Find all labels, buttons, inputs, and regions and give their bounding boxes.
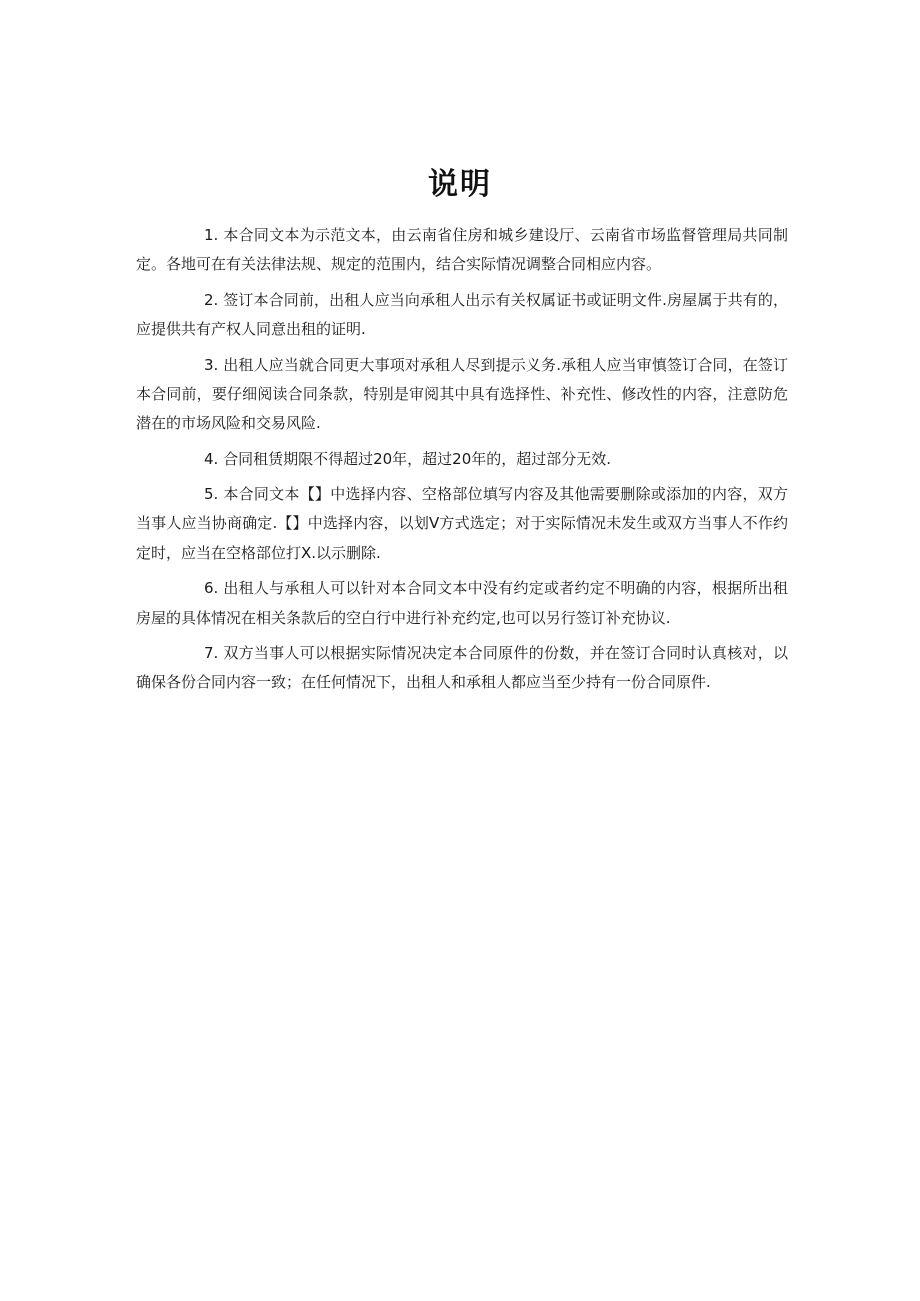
instruction-text: . 签订本合同前，出租人应当向承租人出示有关权属证书或证明文件.房屋属于共有的，应提供共有产权人同意出租的证明.: [136, 290, 788, 339]
instruction-number: 1: [204, 226, 214, 244]
instruction-item-3: [136, 351, 788, 439]
instruction-text: . 出租人与承租人可以针对本合同文本中没有约定或者约定不明确的内容，根据所出租房屋的具体情况在相关条款后的空白行中进行补充约定,也可以另行签订补充协议.: [136, 579, 788, 627]
instruction-text: . 双方当事人可以根据实际情况决定本合同原件的份数，并在签订合同时认真核对，以确保各份合同内容一致；在任何情况下，出租人和承租人都应当至少持有一份合同原件.: [136, 643, 788, 692]
instruction-item-1: [136, 221, 788, 280]
instruction-number: 6: [204, 579, 214, 598]
instruction-number: 7: [204, 643, 214, 662]
instruction-number: 3: [204, 355, 214, 374]
instruction-text: . 合同租赁期限不得超过20年，超过20年的，超过部分无效.: [213, 449, 612, 468]
instruction-item-2: [136, 286, 788, 345]
instruction-number: 2: [204, 290, 214, 309]
instruction-item-7: [136, 639, 788, 698]
instruction-number: 5: [204, 485, 214, 504]
instruction-item-4: [136, 445, 788, 474]
instruction-item-6: [136, 574, 788, 633]
instruction-number: 4: [204, 449, 214, 468]
instruction-text: . 出租人应当就合同更大事项对承租人尽到提示义务.承租人应当审慎签订合同，在签订本合同前，要仔细阅读合同条款，特别是审阅其中具有选择性、补充性、修改性的内容，注意防危潜在的市场风险和交易风险.: [136, 355, 788, 433]
instruction-text: . 本合同文本为示范文本，由云南省住房和城乡建设厅、云南省市场监督管理局共同制定。各地可在有关法律法规、规定的范围内，结合实际情况调整合同相应内容。: [136, 226, 788, 274]
instructions-list: [136, 221, 788, 704]
page-title: 说明: [428, 167, 492, 202]
instruction-text: . 本合同文本【】中选择内容、空格部位填写内容及其他需要删除或添加的内容，双方当事人应当协商确定.【】中选择内容，以划V方式选定；对于实际情况未发生或双方当事人不作约定时，应当在空格部位打X.以示删除.: [136, 485, 788, 562]
instruction-item-5: [136, 480, 788, 568]
